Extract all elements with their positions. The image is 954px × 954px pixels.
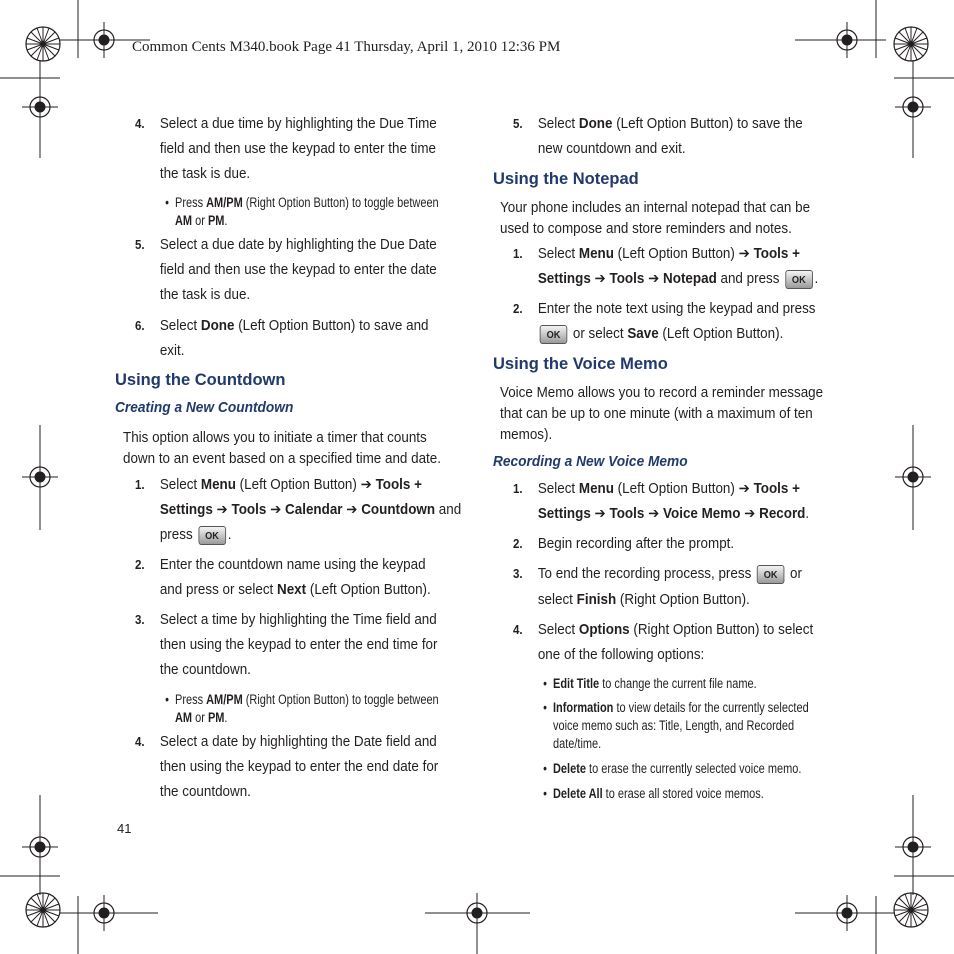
ok-key-icon: OK [540, 325, 568, 344]
notepad-intro: Your phone includes an internal notepad that can be used to compose and store reminders and notes. [500, 200, 811, 237]
heading-recording-voice-memo: Recording a New Voice Memo [493, 454, 688, 470]
option-edit-title: • Edit Title to change the current file name. [543, 676, 757, 691]
heading-using-voice-memo: Using the Voice Memo [493, 355, 668, 373]
voice-memo-intro: Voice Memo allows you to record a reminder message that can be up to one minute (with a maximum of ten memos). [500, 385, 824, 443]
top-left-star [26, 27, 60, 61]
top-right-star [894, 27, 928, 61]
option-delete-all: • Delete All to erase all stored voice memos. [543, 786, 764, 801]
option-information: • Information to view details for the currently selected voice memo such as: Title, Length, and Recorded date/time. [543, 700, 809, 751]
bottom-left-star [26, 893, 60, 927]
page-number: 41 [117, 821, 132, 836]
ok-key-icon: OK [198, 526, 226, 545]
heading-using-notepad: Using the Notepad [493, 170, 639, 188]
option-delete: • Delete to erase the currently selected voice memo. [543, 761, 802, 776]
heading-using-countdown: Using the Countdown [115, 371, 286, 389]
bottom-right-star [894, 893, 928, 927]
ok-key-icon: OK [757, 565, 785, 584]
ok-key-icon: OK [785, 270, 813, 289]
heading-creating-countdown: Creating a New Countdown [115, 400, 294, 416]
bullet-am-pm-countdown: • Press AM/PM (Right Option Button) to toggle between AM or PM. [165, 692, 439, 725]
print-header: Common Cents M340.book Page 41 Thursday, April 1, 2010 12:36 PM [132, 39, 561, 55]
countdown-intro: This option allows you to initiate a timer that counts down to an event based on a specified time and date. [123, 430, 441, 467]
bullet-am-pm-time: • Press AM/PM (Right Option Button) to toggle between AM or PM. [165, 195, 439, 228]
